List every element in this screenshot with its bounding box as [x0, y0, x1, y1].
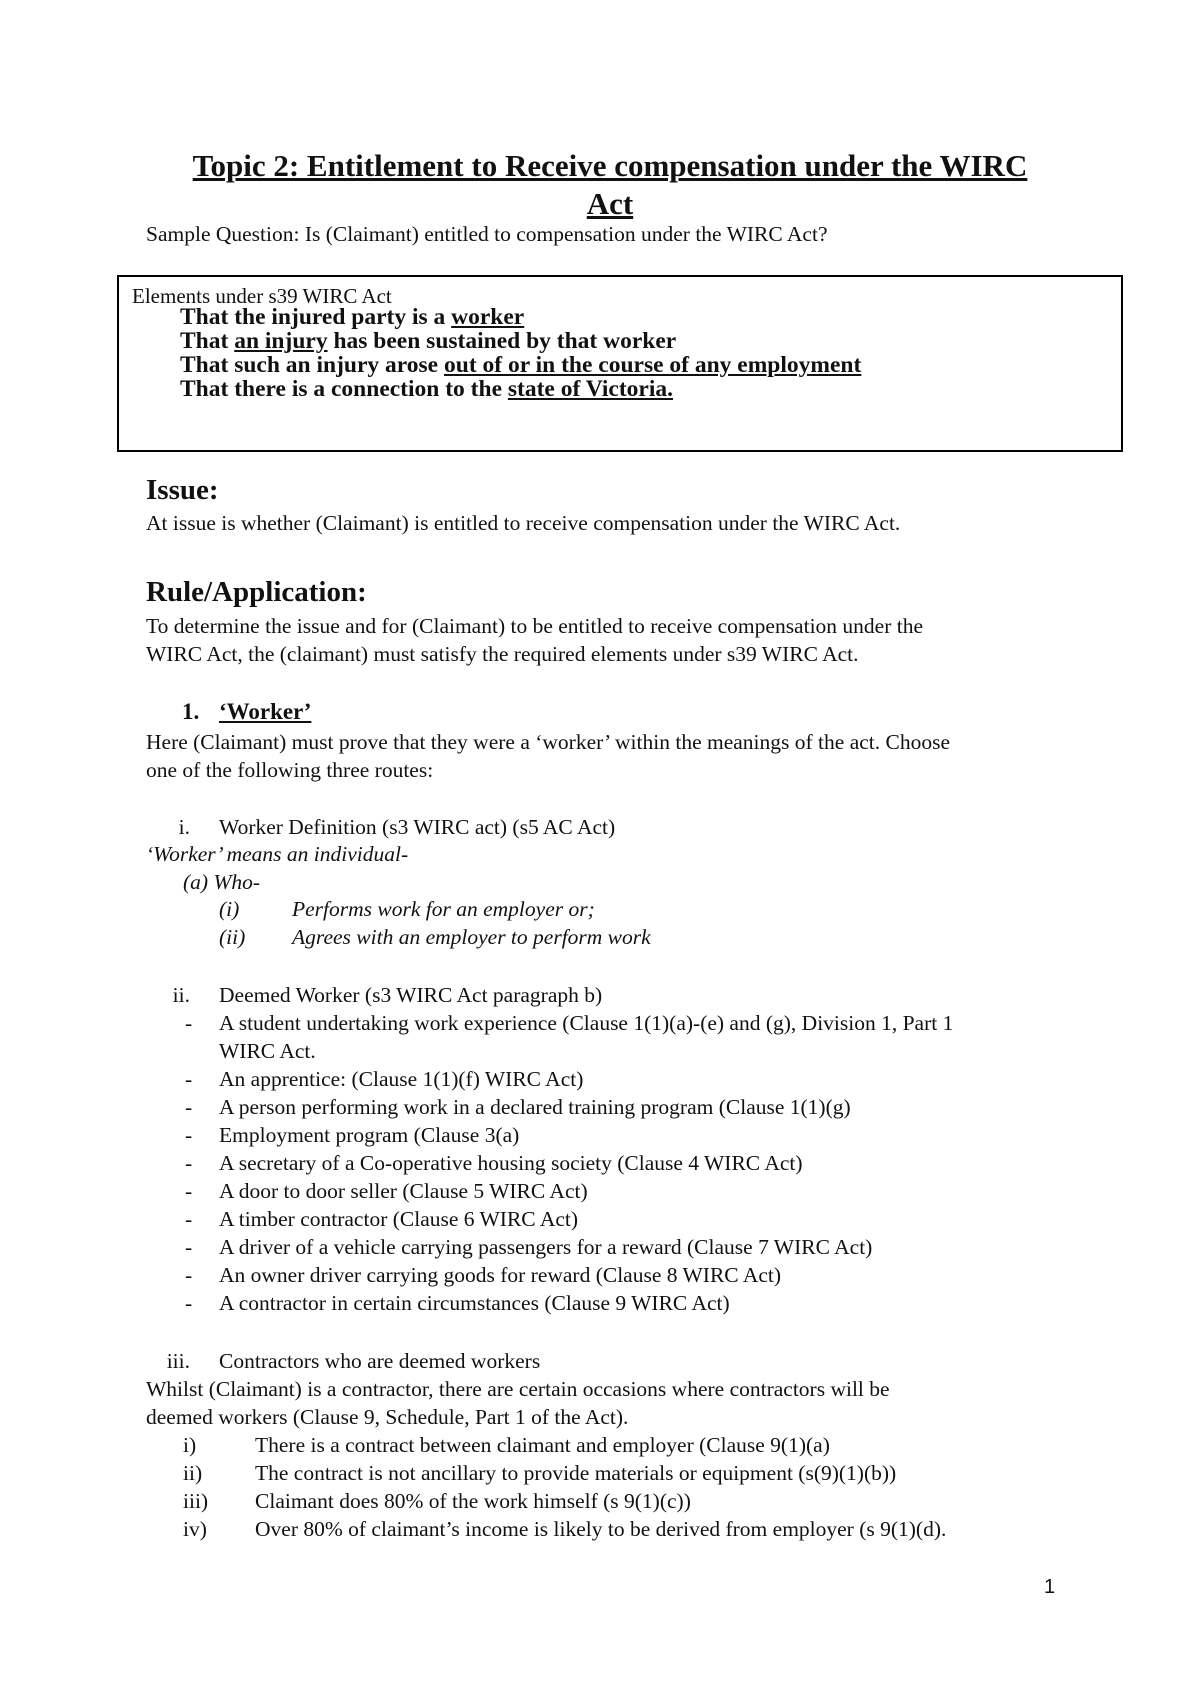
condition-number: i)	[183, 1433, 197, 1457]
list-item-continued: WIRC Act.	[219, 1039, 316, 1063]
list-item: An owner driver carrying goods for reward (Clause 8 WIRC Act)	[219, 1263, 782, 1287]
worker-number: 1.	[182, 699, 200, 724]
list-item: A timber contractor (Clause 6 WIRC Act)	[219, 1207, 579, 1231]
list-dash: -	[185, 1123, 193, 1147]
list-item: A driver of a vehicle carrying passengers for a reward (Clause 7 WIRC Act)	[219, 1235, 873, 1259]
condition-text: Claimant does 80% of the work himself (s 9(1)(c))	[255, 1489, 691, 1513]
element-victoria: That there is a connection to the state of Victoria.	[180, 376, 673, 402]
list-dash: -	[185, 1179, 193, 1203]
worker-heading: ‘Worker’	[219, 699, 312, 724]
list-item: Employment program (Clause 3(a)	[219, 1123, 520, 1147]
definition-sub-2: Agrees with an employer to perform work	[292, 925, 651, 949]
condition-text: There is a contract between claimant and employer (Clause 9(1)(a)	[255, 1433, 830, 1457]
list-item: A door to door seller (Clause 5 WIRC Act)	[219, 1179, 588, 1203]
route-i-title: Worker Definition (s3 WIRC act) (s5 AC Act)	[219, 815, 616, 839]
definition-clause-a: (a) Who-	[183, 870, 261, 894]
definition-sub-1-number: (i)	[219, 897, 240, 921]
condition-text: Over 80% of claimant’s income is likely to be derived from employer (s 9(1)(d).	[255, 1517, 947, 1541]
element-employment: That such an injury arose out of or in the course of any employment	[180, 352, 862, 378]
worker-definition: ‘Worker’ means an individual-	[146, 842, 409, 866]
list-dash: -	[185, 1207, 193, 1231]
page-title: Topic 2: Entitlement to Receive compensation under the WIRC	[192, 148, 1028, 183]
issue-heading: Issue:	[146, 474, 219, 506]
list-item: A contractor in certain circumstances (Clause 9 WIRC Act)	[219, 1291, 730, 1315]
page-number: 1	[1044, 1576, 1056, 1598]
condition-number: iv)	[183, 1517, 207, 1541]
elements-box-heading: Elements under s39 WIRC Act	[132, 284, 392, 308]
page-title-continued: Act	[586, 186, 634, 221]
condition-text: The contract is not ancillary to provide materials or equipment (s(9)(1)(b))	[255, 1461, 897, 1485]
rule-text-line-2: WIRC Act, the (claimant) must satisfy the required elements under s39 WIRC Act.	[146, 642, 859, 666]
list-item: An apprentice: (Clause 1(1)(f) WIRC Act)	[219, 1067, 584, 1091]
route-iii-title: Contractors who are deemed workers	[219, 1349, 541, 1373]
list-dash: -	[185, 1235, 193, 1259]
list-dash: -	[185, 1011, 193, 1035]
worker-intro-line-1: Here (Claimant) must prove that they were a ‘worker’ within the meanings of the act. Choose	[146, 730, 951, 754]
list-item: A student undertaking work experience (Clause 1(1)(a)-(e) and (g), Division 1, Part 1	[219, 1011, 954, 1035]
definition-sub-2-number: (ii)	[219, 925, 246, 949]
sample-question: Sample Question: Is (Claimant) entitled to compensation under the WIRC Act?	[146, 222, 828, 246]
list-dash: -	[185, 1095, 193, 1119]
list-item: A secretary of a Co-operative housing society (Clause 4 WIRC Act)	[219, 1151, 803, 1175]
element-worker: That the injured party is a worker	[180, 304, 525, 330]
route-iii-numeral: iii.	[166, 1349, 190, 1373]
list-dash: -	[185, 1151, 193, 1175]
rule-text-line-1: To determine the issue and for (Claimant) to be entitled to receive compensation under the	[146, 614, 924, 638]
element-injury: That an injury has been sustained by that worker	[180, 328, 677, 354]
route-ii-numeral: ii.	[172, 983, 190, 1007]
route-ii-title: Deemed Worker (s3 WIRC Act paragraph b)	[219, 983, 603, 1007]
condition-number: ii)	[183, 1461, 203, 1485]
condition-number: iii)	[183, 1489, 209, 1513]
worker-intro-line-2: one of the following three routes:	[146, 758, 434, 782]
contractor-paragraph-line-2: deemed workers (Clause 9, Schedule, Part 1 of the Act).	[146, 1405, 629, 1429]
contractor-paragraph-line-1: Whilst (Claimant) is a contractor, there are certain occasions where contractors will be	[146, 1377, 890, 1401]
route-i-numeral: i.	[178, 815, 190, 839]
rule-heading: Rule/Application:	[146, 576, 367, 608]
definition-sub-1: Performs work for an employer or;	[292, 897, 595, 921]
list-dash: -	[185, 1263, 193, 1287]
issue-text: At issue is whether (Claimant) is entitled to receive compensation under the WIRC Act.	[146, 511, 901, 535]
list-dash: -	[185, 1291, 193, 1315]
list-dash: -	[185, 1067, 193, 1091]
list-item: A person performing work in a declared training program (Clause 1(1)(g)	[219, 1095, 851, 1119]
